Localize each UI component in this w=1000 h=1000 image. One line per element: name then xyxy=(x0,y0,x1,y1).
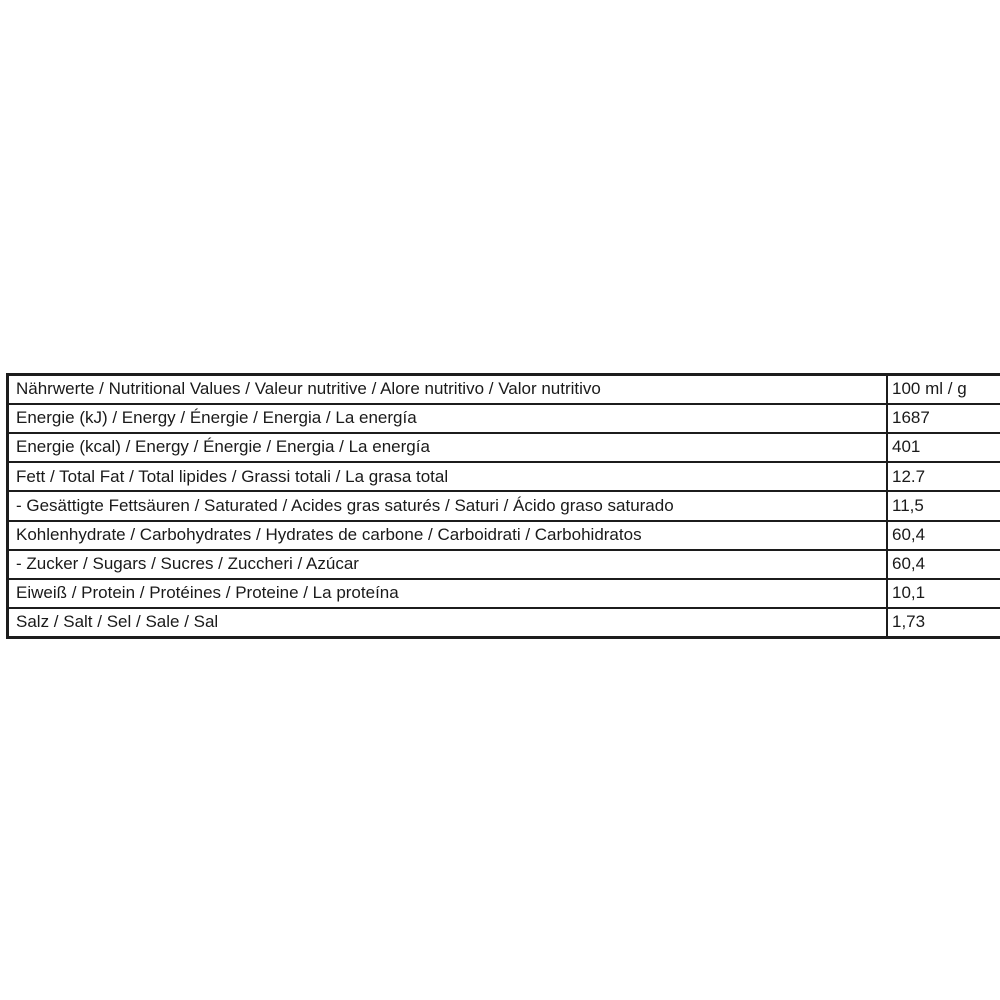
row-label-salt: Salz / Salt / Sel / Sale / Sal xyxy=(8,608,888,638)
table-row xyxy=(8,550,1000,579)
table-row xyxy=(8,462,1000,491)
row-value-energy-kcal: 401 xyxy=(887,433,1000,462)
table-row xyxy=(8,404,1000,433)
row-value-energy-kj: 1687 xyxy=(887,404,1000,433)
table-row xyxy=(8,491,1000,520)
header-label: Nährwerte / Nutritional Values / Valeur nutritive / Alore nutritivo / Valor nutritivo xyxy=(8,375,888,405)
row-label-saturated-fat: - Gesättigte Fettsäuren / Saturated / Acides gras saturés / Saturi / Ácido graso saturado xyxy=(8,491,888,520)
row-label-protein: Eiweiß / Protein / Protéines / Proteine / La proteína xyxy=(8,579,888,608)
row-value-sugars: 60,4 xyxy=(887,550,1000,579)
row-label-energy-kj: Energie (kJ) / Energy / Énergie / Energia / La energía xyxy=(8,404,888,433)
row-label-sugars: - Zucker / Sugars / Sucres / Zuccheri / Azúcar xyxy=(8,550,888,579)
row-value-protein: 10,1 xyxy=(887,579,1000,608)
row-value-fat: 12.7 xyxy=(887,462,1000,491)
row-label-fat: Fett / Total Fat / Total lipides / Grassi totali / La grasa total xyxy=(8,462,888,491)
row-label-carbohydrates: Kohlenhydrate / Carbohydrates / Hydrates de carbone / Carboidrati / Carbohidratos xyxy=(8,521,888,550)
table-row xyxy=(8,521,1000,550)
table-header-row xyxy=(8,375,1000,405)
row-value-salt: 1,73 xyxy=(887,608,1000,638)
row-label-energy-kcal: Energie (kcal) / Energy / Énergie / Energia / La energía xyxy=(8,433,888,462)
header-value: 100 ml / g xyxy=(887,375,1000,405)
nutrition-table xyxy=(6,373,1000,639)
row-value-carbohydrates: 60,4 xyxy=(887,521,1000,550)
table-row xyxy=(8,579,1000,608)
row-value-saturated-fat: 11,5 xyxy=(887,491,1000,520)
table-row xyxy=(8,608,1000,638)
table-row xyxy=(8,433,1000,462)
